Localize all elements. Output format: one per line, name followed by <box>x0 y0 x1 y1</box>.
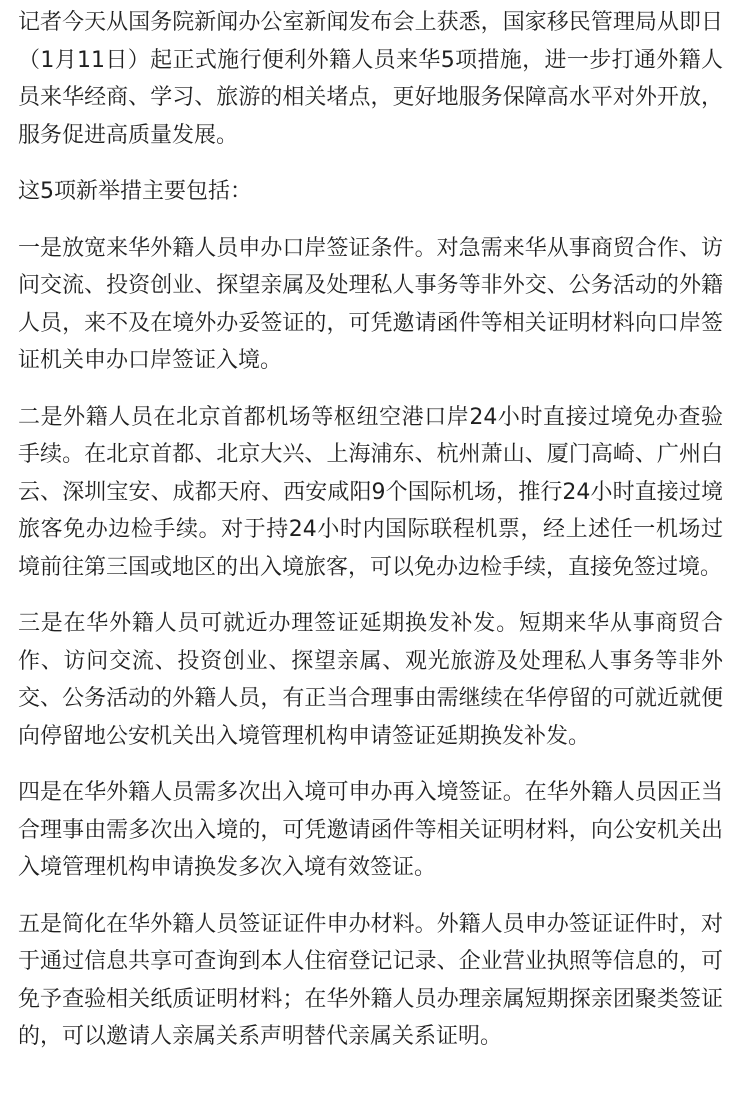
measures-heading-paragraph: 这5项新举措主要包括： <box>18 179 252 204</box>
measure-5-paragraph: 五是简化在华外籍人员签证证件申办材料。外籍人员申办签证证件时，对于通过信息共享可查询到本人住宿登记记录、企业营业执照等信息的，可免予查验相关纸质证明材料；在华外籍人员办理亲属短期探亲团聚类签证的，可以邀请人亲属关系声明替代亲属关系证明。 <box>18 911 723 1049</box>
measure-3-paragraph: 三是在华外籍人员可就近办理签证延期换发补发。短期来华从事商贸合作、访问交流、投资创业、探望亲属、观光旅游及处理私人事务等非外交、公务活动的外籍人员，有正当合理事由需继续在华停留的可就近就便向停留地公安机关出入境管理机构申请签证延期换发补发。 <box>18 611 723 749</box>
intro-paragraph: 记者今天从国务院新闻办公室新闻发布会上获悉，国家移民管理局从即日（1月11日）起正式施行便利外籍人员来华5项措施，进一步打通外籍人员来华经商、学习、旅游的相关堵点，更好地服务保障高水平对外开放，服务促进高质量发展。 <box>18 10 723 148</box>
measure-4-paragraph: 四是在华外籍人员需多次出入境可申办再入境签证。在华外籍人员因正当合理事由需多次出入境的，可凭邀请函件等相关证明材料，向公安机关出入境管理机构申请换发多次入境有效签证。 <box>18 780 723 880</box>
measure-2-paragraph: 二是外籍人员在北京首都机场等枢纽空港口岸24小时直接过境免办查验手续。在北京首都、北京大兴、上海浦东、杭州萧山、厦门高崎、广州白云、深圳宝安、成都天府、西安咸阳9个国际机场，推行24小时直接过境旅客免办边检手续。对于持24小时内国际联程机票，经上述任一机场过境前往第三国或地区的出入境旅客，可以免办边检手续，直接免签过境。 <box>18 404 723 580</box>
measure-1-paragraph: 一是放宽来华外籍人员申办口岸签证条件。对急需来华从事商贸合作、访问交流、投资创业、探望亲属及处理私人事务等非外交、公务活动的外籍人员，来不及在境外办妥签证的，可凭邀请函件等相关证明材料向口岸签证机关申办口岸签证入境。 <box>18 235 723 373</box>
